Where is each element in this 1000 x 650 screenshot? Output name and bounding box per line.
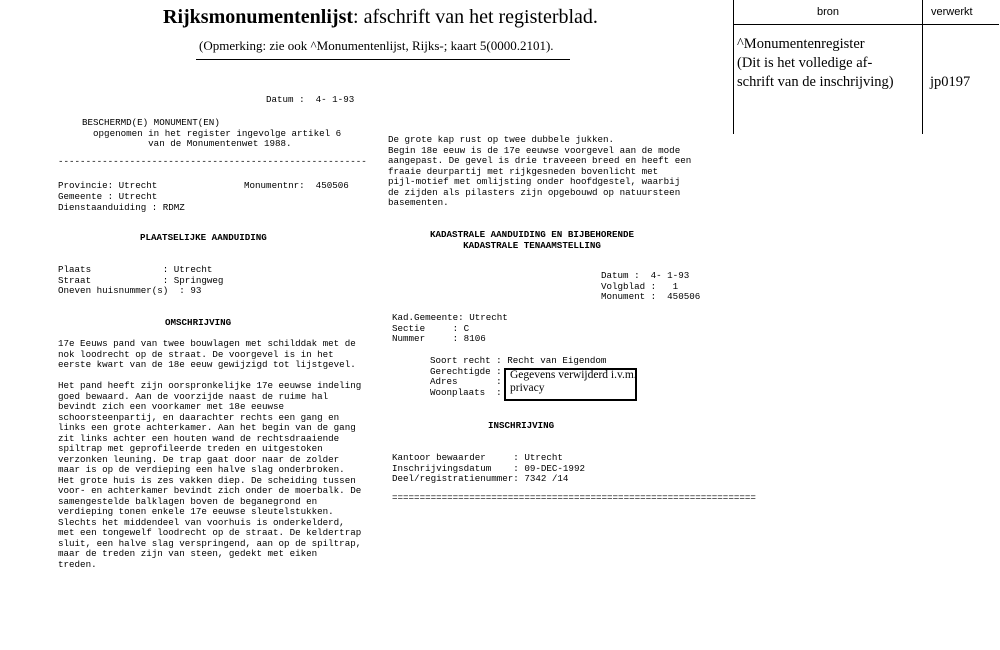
table-border-left bbox=[733, 0, 734, 134]
omschrijving-para-2: Het pand heeft zijn oorspronkelijke 17e eeuwse indeling goed bewaard. Aan de voorzijde naast de ruime hal bevindt zich een voorkamer met 18e eeuwse schoorsteenpartij, en daarachter rechts een gang en links een grote achterkamer. Aan het begin van de gang zit links achter een houten wand de rechtsdraaiende spiltrap met geprofileerde treden en uitgestoken verzonken leuning. De trap gaat door naar de zolder maar is op de verdieping een halve slag onderbroken. Het grote huis is zes vakken diep. De scheiding tussen voor- en achterkamer bevindt zich onder de moerbalk. De samengestelde balklagen boven de beganegrond en verdieping tonen enkele 17e eeuwse sleutelstukken. Slechts het middendeel van voorhuis is onderkelderd, met een tongewelf loodrecht op de straat. De keldertrap sluit, een halve slag verspringend, aan op de spiltrap, maar de treden zijn van steen, gedekt met eiken treden. bbox=[58, 380, 362, 570]
table-header-divider bbox=[733, 24, 999, 25]
column-header-bron: bron bbox=[817, 6, 840, 18]
column-header-verwerkt: verwerkt bbox=[931, 6, 973, 18]
omschrijving-para-1: 17e Eeuws pand van twee bouwlagen met schilddak met de nok loodrecht op de straat. De voorgevel is in het eerste kwart van de 18e eeuw gewijzigd tot lijstgevel. bbox=[58, 338, 356, 370]
monumentnr: Monumentnr: 450506 bbox=[244, 180, 349, 191]
provincie: Provincie: Utrecht bbox=[58, 180, 158, 191]
omschrijving-heading: OMSCHRIJVING bbox=[165, 317, 232, 328]
omschrijving-continued: De grote kap rust op twee dubbele jukken. Begin 18e eeuw is de 17e eeuwse voorgevel aan de mode aangepast. De gevel is drie traveeen breed en heeft een fraaie deurpartij met rijkgesneden bovenlicht met pijl-motief met omlijsting onder hoofdgestel, waarbij de zijden als pilasters zijn opgebouwd op natuursteen basementen. bbox=[388, 134, 692, 208]
separator-equals: ================================================================== bbox=[392, 492, 756, 503]
remark-text: (Opmerking: zie ook ^Monumentenlijst, Rijks-; kaart 5(0000.2101). bbox=[199, 38, 554, 53]
kadastrale-meta: Datum : 4- 1-93 Volgblad : 1 Monument : 450506 bbox=[601, 270, 701, 302]
kadastrale-heading: KADASTRALE AANDUIDING EN BIJBEHORENDE KADASTRALE TENAAMSTELLING bbox=[430, 229, 634, 251]
separator-dashes: -------------------------------------------------------- bbox=[58, 156, 367, 167]
source-cell: ^Monumentenregister (Dit is het volledige af- schrift van de inschrijving) bbox=[737, 36, 894, 90]
kad-gemeente: Kad.Gemeente: Utrecht Sectie : C Nummer : 8106 bbox=[392, 312, 508, 344]
processed-cell: jp0197 bbox=[930, 74, 971, 90]
plaatselijke-heading: PLAATSELIJKE AANDUIDING bbox=[140, 232, 267, 243]
soort-recht: Soort recht : Recht van Eigendom Gerechtigde : Adres : Woonplaats : bbox=[430, 355, 607, 398]
plaatselijke-aanduiding: Plaats : Utrecht Straat : Springweg Oneven huisnummer(s) : 93 bbox=[58, 264, 224, 296]
inschrijving-heading: INSCHRIJVING bbox=[488, 420, 555, 431]
inschrijving-details: Kantoor bewaarder : Utrecht Inschrijvingsdatum : 09-DEC-1992 Deel/registratienummer: 7342 /14 bbox=[392, 452, 585, 484]
table-column-divider bbox=[922, 0, 923, 134]
remark-underline bbox=[196, 59, 570, 60]
privacy-notice: Gegevens verwijderd i.v.m. privacy bbox=[510, 369, 637, 394]
monument-heading: BESCHERMD(E) MONUMENT(EN) opgenomen in het register ingevolge artikel 6 van de Monumentenwet 1988. bbox=[82, 117, 342, 149]
page-title: Rijksmonumentenlijst: afschrift van het registerblad. bbox=[163, 6, 598, 28]
datum-left: Datum : 4- 1-93 bbox=[266, 94, 355, 105]
source-table bbox=[733, 0, 999, 134]
gemeente-dienst: Gemeente : Utrecht Dienstaanduiding : RDMZ bbox=[58, 191, 185, 213]
